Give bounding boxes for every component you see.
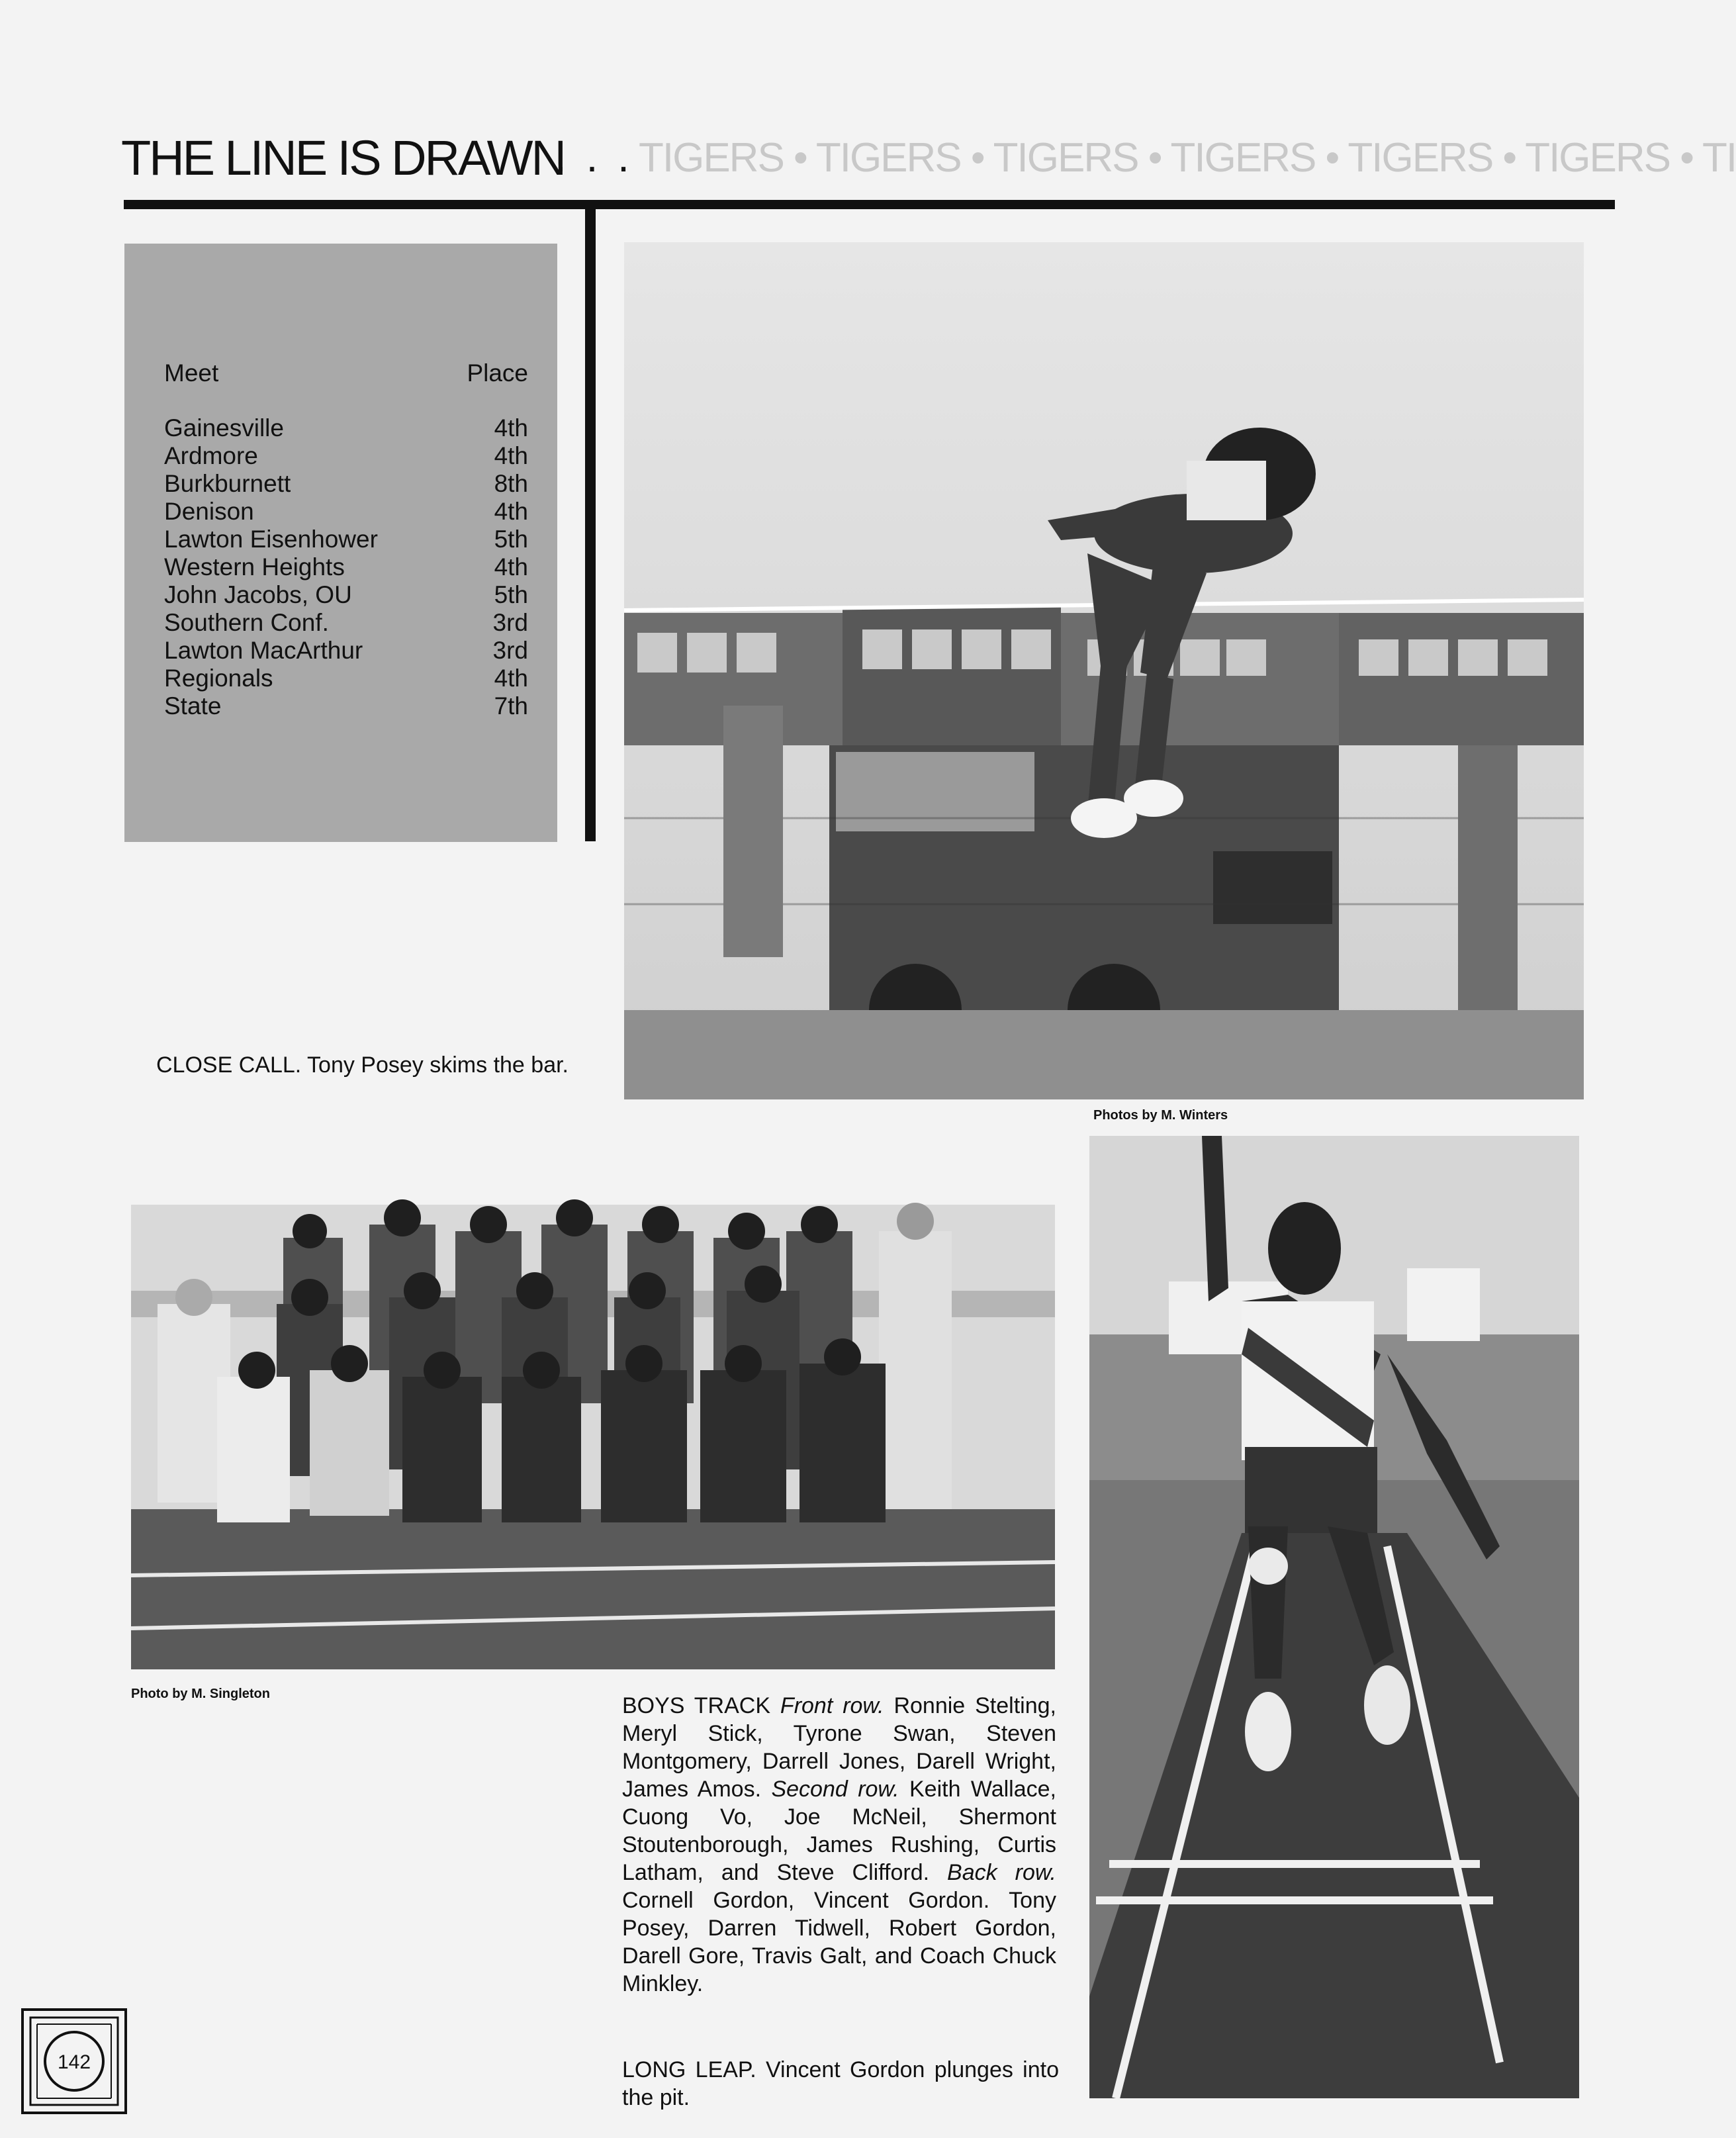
close-call-caption: CLOSE CALL. Tony Posey skims the bar. (156, 1052, 569, 1078)
tigers-banner-text: TIGERS • TIGERS • TIGERS • TIGERS • TIGERS • TIGERS • TI (639, 135, 1736, 181)
result-row (164, 526, 528, 553)
result-row (164, 442, 528, 470)
meet-name: Western Heights (164, 553, 345, 581)
second-row-label: Second row. (771, 1777, 899, 1802)
meet-name: Burkburnett (164, 470, 291, 497)
meet-place: 8th (494, 470, 528, 497)
front-row-label: Front row. (780, 1693, 884, 1718)
back-row-label: Back row. (947, 1860, 1056, 1885)
high-jump-photo (624, 242, 1584, 1099)
result-row (164, 609, 528, 637)
team-caption-lead: BOYS TRACK (622, 1693, 780, 1718)
meet-name: Gainesville (164, 414, 284, 442)
team-photo (131, 1205, 1055, 1669)
meet-place: 4th (494, 414, 528, 442)
meet-place: 3rd (492, 609, 528, 636)
meet-place: 5th (494, 581, 528, 608)
meet-name: Southern Conf. (164, 609, 329, 636)
meet-name: Regionals (164, 665, 273, 692)
results-header (164, 359, 528, 387)
result-row (164, 692, 528, 720)
meet-results-box (124, 244, 557, 842)
result-row (164, 470, 528, 498)
second-row-names: Keith Wallace, Cuong Vo, Joe McNeil, Shermont Stoutenborough, James Rushing, Curtis Latham, and Steve Clifford. (622, 1777, 1057, 1885)
header-rule (124, 200, 1615, 209)
result-row (164, 498, 528, 526)
team-caption (622, 1692, 1056, 1998)
photo-credit-winters: Photos by M. Winters (1093, 1108, 1228, 1123)
meet-place: 4th (494, 498, 528, 525)
vertical-rule (585, 209, 596, 841)
long-jump-photo (1089, 1136, 1579, 2098)
result-row (164, 581, 528, 609)
page-title: THE LINE IS DRAWN (121, 130, 565, 185)
result-row (164, 414, 528, 442)
meet-place: 4th (494, 442, 528, 469)
page-number-emblem (21, 2008, 127, 2114)
meet-name: John Jacobs, OU (164, 581, 352, 608)
meet-name: Ardmore (164, 442, 258, 469)
back-row-names: Cornell Gordon, Vincent Gordon. Tony Posey, Darren Tidwell, Robert Gordon, Darell Gore, Travis Galt, and Coach Chuck Minkley. (622, 1888, 1056, 1996)
meet-place: 7th (494, 692, 528, 720)
meet-place: 4th (494, 665, 528, 692)
meet-name: Lawton MacArthur (164, 637, 363, 664)
place-column-header: Place (467, 359, 528, 387)
result-row (164, 665, 528, 692)
meet-place: 5th (494, 526, 528, 553)
meet-name: State (164, 692, 222, 720)
result-row (164, 553, 528, 581)
photo-credit-singleton: Photo by M. Singleton (131, 1687, 270, 1701)
meet-place: 4th (494, 553, 528, 581)
meet-place: 3rd (492, 637, 528, 664)
front-row-names: Ronnie Stelting, Meryl Stick, Tyrone Swan, Steven Montgomery, Darrell Jones, Darell Wright, James Amos. (622, 1693, 1056, 1802)
meet-name: Lawton Eisenhower (164, 526, 378, 553)
long-leap-caption: LONG LEAP. Vincent Gordon plunges into the pit. (622, 2057, 1059, 2110)
results-list (124, 414, 557, 720)
page-number: 142 (57, 2051, 91, 2073)
result-row (164, 637, 528, 665)
title-ellipsis: . . . (555, 133, 633, 181)
meet-name: Denison (164, 498, 254, 525)
meet-column-header: Meet (164, 359, 219, 387)
